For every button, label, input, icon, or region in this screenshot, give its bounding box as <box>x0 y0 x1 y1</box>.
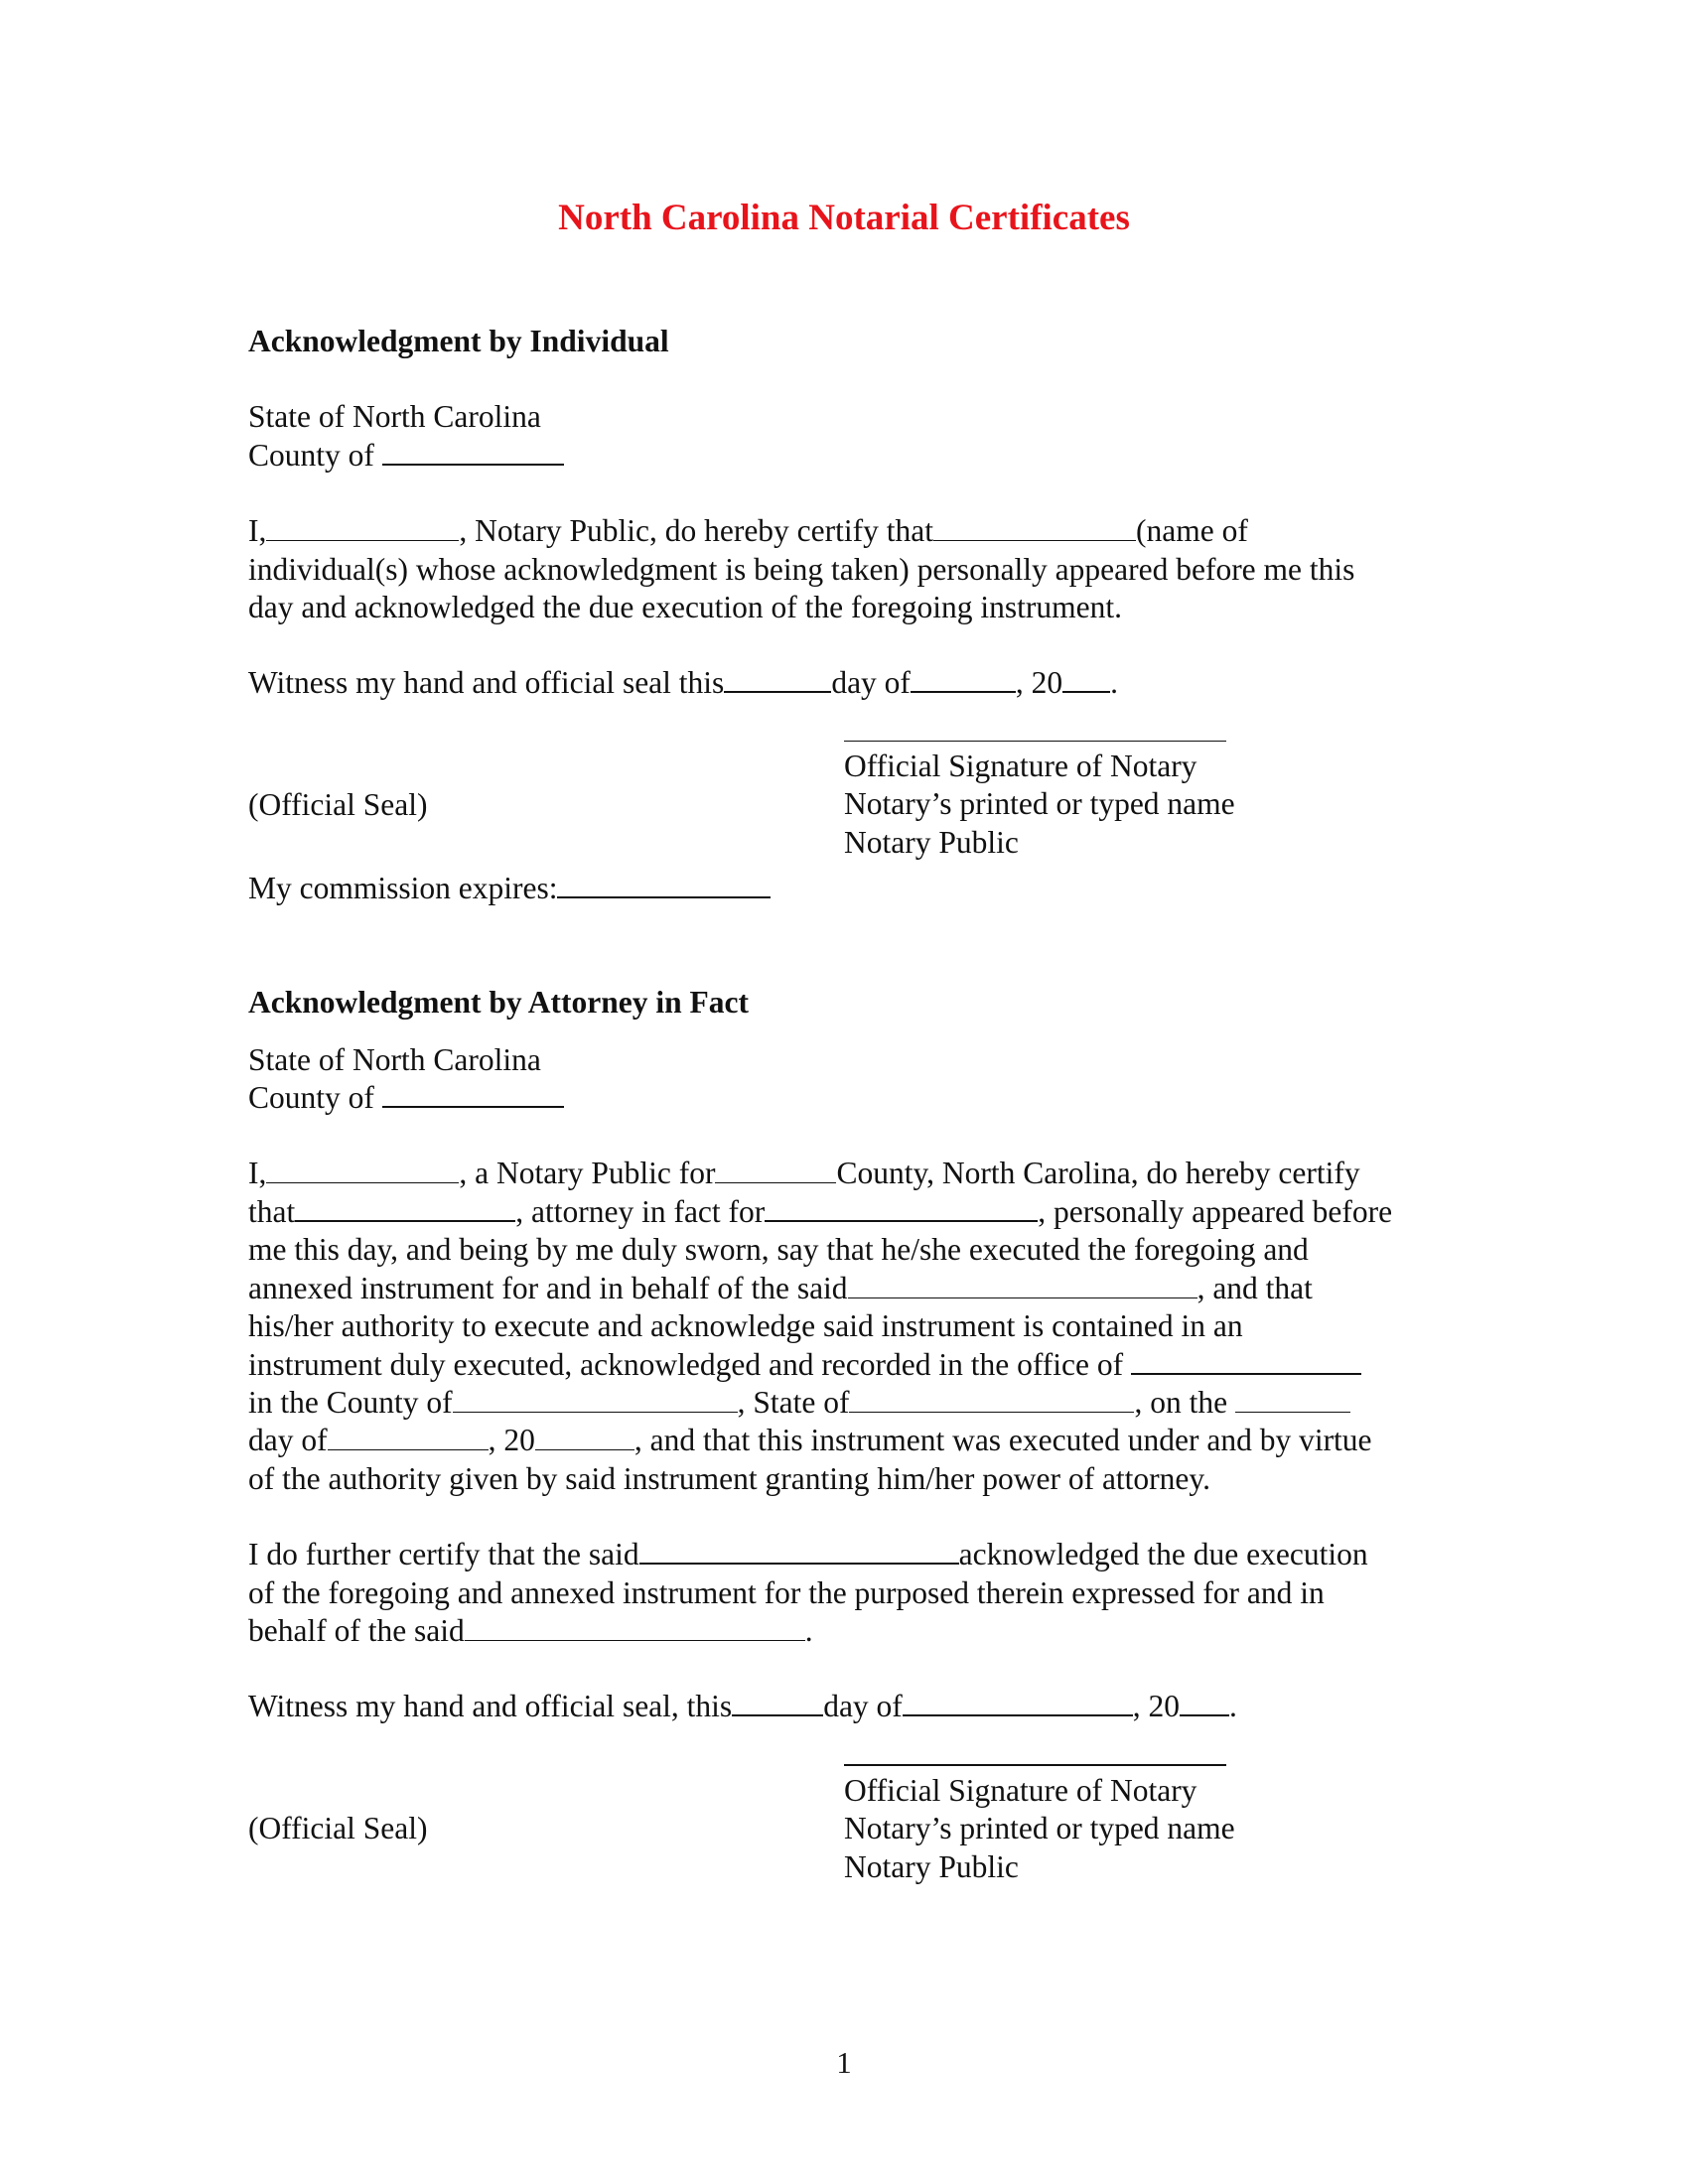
printed-name-label: Notary’s printed or typed name <box>844 1811 1235 1846</box>
page-number: 1 <box>836 2045 852 2080</box>
witness-year-blank[interactable] <box>1062 690 1110 693</box>
signature-row <box>248 1764 1460 1893</box>
county-line: County of <box>248 437 1460 475</box>
signature-row <box>248 741 1460 870</box>
document-title: North Carolina Notarial Certificates <box>558 198 1130 238</box>
official-seal-label: (Official Seal) <box>248 1810 428 1845</box>
recording-office-blank[interactable] <box>1131 1372 1361 1375</box>
witness-day-blank[interactable] <box>732 1713 823 1716</box>
signature-line[interactable] <box>844 741 1226 742</box>
witness-month-blank[interactable] <box>903 1713 1133 1716</box>
further-certify-paragraph: I do further certify that the said acknowledged the due execution of the foregoing and annexed instrument for the purposed therein expressed for and in behalf of the said . <box>248 1537 1368 1648</box>
printed-name-label: Notary’s printed or typed name <box>844 786 1235 822</box>
official-seal-label: (Official Seal) <box>248 786 428 822</box>
witness-month-blank[interactable] <box>911 690 1016 693</box>
notary-name-blank[interactable] <box>266 539 459 541</box>
county-blank[interactable] <box>382 463 564 466</box>
notary-county-blank[interactable] <box>715 1181 836 1183</box>
witness-line: Witness my hand and official seal, this day of , 20 . <box>248 1689 1237 1724</box>
recording-day-blank[interactable] <box>1235 1411 1350 1413</box>
attorney-paragraph: I, , a Notary Public for County, North Carolina, do hereby certify that , attorney in fact for , personally appeared before me this day, and being by me duly sworn, say that he/she executed the foregoing and annexed instrument for and in behalf of the said , and that his/her authority to execute and acknowledge said instrument is contained in an instrument duly executed, acknowledged and recorded in the office of in the County of , State of , on the day of , 20 , and that this instrument was executed under and by virtue of the authority given by said instrument granting him/her power of attorney. <box>248 1156 1393 1496</box>
signature-label: Official Signature of Notary <box>844 748 1197 783</box>
signature-block <box>844 1764 1235 1886</box>
notary-public-label: Notary Public <box>844 1848 1019 1884</box>
recording-state-blank[interactable] <box>849 1411 1134 1413</box>
witness-year-blank[interactable] <box>1180 1713 1229 1716</box>
document-body <box>248 323 1460 1893</box>
behalf-said-blank[interactable] <box>465 1639 805 1641</box>
individual-name-blank[interactable] <box>933 539 1136 541</box>
commission-blank[interactable] <box>557 895 771 898</box>
commission-line: My commission expires: <box>248 870 1460 907</box>
state-line: State of North Carolina <box>248 399 541 435</box>
witness-line: Witness my hand and official seal this day of , 20 . <box>248 665 1119 701</box>
signature-label: Official Signature of Notary <box>844 1772 1197 1808</box>
witness-day-blank[interactable] <box>724 690 831 693</box>
attorney-name-blank[interactable] <box>295 1219 515 1222</box>
notary-public-label: Notary Public <box>844 824 1019 860</box>
principal-name-blank[interactable] <box>765 1219 1038 1222</box>
recording-county-blank[interactable] <box>453 1411 738 1413</box>
section-heading-attorney: Acknowledgment by Attorney in Fact <box>248 985 749 1021</box>
recording-year-blank[interactable] <box>535 1448 634 1450</box>
principal-behalf-blank[interactable] <box>848 1297 1197 1298</box>
notary-name-blank[interactable] <box>266 1181 459 1183</box>
recording-month-blank[interactable] <box>328 1448 489 1450</box>
state-line: State of North Carolina <box>248 1041 541 1077</box>
attorney-said-blank[interactable] <box>639 1562 959 1565</box>
signature-block <box>844 741 1235 862</box>
county-blank[interactable] <box>382 1105 564 1108</box>
certify-paragraph: I, , Notary Public, do hereby certify that (name of individual(s) whose acknowledgment is being taken) personally appeared before me this day and acknowledged the due execution of the foregoing instrument. <box>248 513 1355 625</box>
signature-line[interactable] <box>844 1764 1226 1766</box>
county-line: County of <box>248 1079 1460 1117</box>
section-heading-individual: Acknowledgment by Individual <box>248 324 669 358</box>
